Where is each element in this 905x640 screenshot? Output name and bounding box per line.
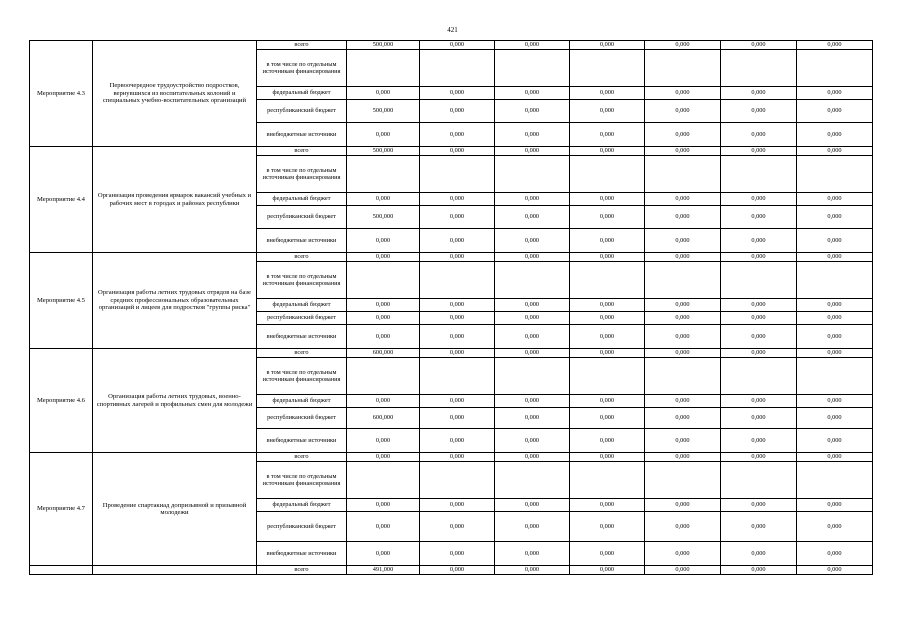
amount-cell: 0,000 — [347, 542, 420, 566]
amount-cell — [420, 358, 495, 395]
funding-source: республиканский бюджет — [257, 408, 347, 429]
amount-cell — [420, 462, 495, 499]
amount-cell: 0,000 — [570, 147, 645, 156]
amount-cell: 0,000 — [420, 512, 495, 542]
table-row — [30, 453, 873, 462]
measure-code: Мероприятие 4.4 — [30, 147, 93, 253]
funding-source: внебюджетные источники — [257, 123, 347, 147]
amount-cell: 0,000 — [570, 542, 645, 566]
measure-title: Организация работы летних трудовых отрядов на базе средних профессиональных образовательных организаций и лицеев для подростков "группы риска" — [93, 253, 257, 349]
amount-cell: 0,000 — [797, 41, 873, 50]
amount-cell: 0,000 — [797, 566, 873, 575]
amount-cell: 0,000 — [645, 206, 721, 229]
amount-cell: 0,000 — [645, 312, 721, 325]
amount-cell — [645, 50, 721, 87]
amount-cell: 0,000 — [347, 512, 420, 542]
amount-cell: 0,000 — [645, 41, 721, 50]
amount-cell: 0,000 — [495, 206, 570, 229]
amount-cell: 0,000 — [645, 147, 721, 156]
amount-cell — [797, 358, 873, 395]
amount-cell: 0,000 — [347, 429, 420, 453]
amount-cell: 600,000 — [347, 349, 420, 358]
funding-source: республиканский бюджет — [257, 206, 347, 229]
amount-cell: 0,000 — [797, 542, 873, 566]
amount-cell — [645, 262, 721, 299]
amount-cell: 0,000 — [420, 253, 495, 262]
funding-source: всего — [257, 253, 347, 262]
amount-cell: 0,000 — [420, 229, 495, 253]
amount-cell — [347, 156, 420, 193]
amount-cell: 0,000 — [570, 193, 645, 206]
table-row — [30, 147, 873, 156]
amount-cell: 0,000 — [570, 408, 645, 429]
amount-cell: 0,000 — [495, 429, 570, 453]
amount-cell: 0,000 — [645, 100, 721, 123]
amount-cell: 0,000 — [721, 193, 797, 206]
amount-cell — [721, 262, 797, 299]
measure-code — [30, 566, 93, 575]
funding-source: внебюджетные источники — [257, 325, 347, 349]
amount-cell — [797, 462, 873, 499]
amount-cell: 0,000 — [420, 349, 495, 358]
measure-title: Проведение спартакиад допризывной и призывной молодежи — [93, 453, 257, 566]
amount-cell: 0,000 — [797, 87, 873, 100]
amount-cell: 0,000 — [721, 542, 797, 566]
amount-cell: 0,000 — [721, 206, 797, 229]
amount-cell — [645, 156, 721, 193]
funding-source: республиканский бюджет — [257, 100, 347, 123]
amount-cell: 0,000 — [495, 349, 570, 358]
table-row — [30, 566, 873, 575]
amount-cell: 0,000 — [570, 566, 645, 575]
measure-code: Мероприятие 4.6 — [30, 349, 93, 453]
budget-table-body — [30, 41, 873, 575]
amount-cell — [797, 50, 873, 87]
amount-cell — [645, 462, 721, 499]
amount-cell: 0,000 — [347, 312, 420, 325]
amount-cell: 0,000 — [347, 87, 420, 100]
amount-cell: 0,000 — [347, 395, 420, 408]
amount-cell: 0,000 — [797, 349, 873, 358]
amount-cell — [495, 156, 570, 193]
amount-cell: 0,000 — [645, 87, 721, 100]
amount-cell: 0,000 — [495, 395, 570, 408]
amount-cell: 0,000 — [645, 542, 721, 566]
amount-cell — [797, 262, 873, 299]
amount-cell: 0,000 — [495, 41, 570, 50]
amount-cell: 0,000 — [721, 229, 797, 253]
amount-cell: 600,000 — [347, 408, 420, 429]
amount-cell: 491,000 — [347, 566, 420, 575]
funding-source: всего — [257, 349, 347, 358]
funding-source: всего — [257, 566, 347, 575]
amount-cell — [797, 156, 873, 193]
funding-source: всего — [257, 147, 347, 156]
amount-cell: 0,000 — [721, 100, 797, 123]
amount-cell — [495, 462, 570, 499]
amount-cell: 0,000 — [495, 253, 570, 262]
amount-cell: 0,000 — [420, 299, 495, 312]
amount-cell — [347, 462, 420, 499]
table-row — [30, 253, 873, 262]
amount-cell — [347, 262, 420, 299]
amount-cell — [721, 462, 797, 499]
table-row — [30, 41, 873, 50]
amount-cell — [495, 262, 570, 299]
funding-source: внебюджетные источники — [257, 542, 347, 566]
amount-cell: 0,000 — [495, 453, 570, 462]
amount-cell — [570, 462, 645, 499]
measure-title: Организация работы летних трудовых, военно-спортивных лагерей и профильных смен для молодежи — [93, 349, 257, 453]
funding-source: федеральный бюджет — [257, 499, 347, 512]
funding-source: в том числе по отдельным источникам финансирования — [257, 462, 347, 499]
amount-cell — [420, 156, 495, 193]
amount-cell: 0,000 — [420, 542, 495, 566]
amount-cell: 0,000 — [495, 512, 570, 542]
amount-cell: 0,000 — [721, 349, 797, 358]
amount-cell: 0,000 — [645, 253, 721, 262]
funding-source: всего — [257, 41, 347, 50]
amount-cell: 0,000 — [645, 193, 721, 206]
amount-cell: 0,000 — [347, 299, 420, 312]
amount-cell: 0,000 — [347, 123, 420, 147]
amount-cell: 0,000 — [420, 41, 495, 50]
measure-title — [93, 566, 257, 575]
amount-cell: 0,000 — [721, 123, 797, 147]
funding-source: федеральный бюджет — [257, 395, 347, 408]
amount-cell — [721, 50, 797, 87]
amount-cell: 0,000 — [420, 408, 495, 429]
amount-cell: 0,000 — [797, 499, 873, 512]
amount-cell: 0,000 — [495, 147, 570, 156]
amount-cell: 0,000 — [721, 395, 797, 408]
amount-cell: 0,000 — [721, 499, 797, 512]
amount-cell: 0,000 — [570, 499, 645, 512]
amount-cell: 0,000 — [797, 253, 873, 262]
amount-cell: 0,000 — [495, 499, 570, 512]
measure-title: Организация проведения ярмарок вакансий учебных и рабочих мест в городах и районах республики — [93, 147, 257, 253]
amount-cell: 0,000 — [570, 325, 645, 349]
measure-code: Мероприятие 4.3 — [30, 41, 93, 147]
amount-cell: 0,000 — [570, 229, 645, 253]
amount-cell: 0,000 — [420, 453, 495, 462]
amount-cell: 0,000 — [420, 395, 495, 408]
amount-cell: 0,000 — [420, 147, 495, 156]
amount-cell: 0,000 — [570, 429, 645, 453]
amount-cell: 0,000 — [495, 299, 570, 312]
amount-cell: 0,000 — [721, 253, 797, 262]
amount-cell: 0,000 — [645, 299, 721, 312]
funding-source: федеральный бюджет — [257, 193, 347, 206]
amount-cell: 0,000 — [645, 325, 721, 349]
funding-source: республиканский бюджет — [257, 512, 347, 542]
amount-cell: 0,000 — [645, 566, 721, 575]
amount-cell: 0,000 — [495, 229, 570, 253]
measure-title: Первоочередное трудоустройство подростков, вернувшихся из воспитательных колоний и специальных учебно-воспитательных организаций — [93, 41, 257, 147]
amount-cell: 0,000 — [420, 100, 495, 123]
amount-cell: 0,000 — [420, 429, 495, 453]
measure-code: Мероприятие 4.5 — [30, 253, 93, 349]
amount-cell: 0,000 — [645, 408, 721, 429]
amount-cell: 0,000 — [420, 312, 495, 325]
amount-cell: 0,000 — [420, 325, 495, 349]
amount-cell — [645, 358, 721, 395]
amount-cell — [570, 358, 645, 395]
funding-source: в том числе по отдельным источникам финансирования — [257, 262, 347, 299]
amount-cell: 0,000 — [797, 395, 873, 408]
amount-cell: 0,000 — [797, 147, 873, 156]
amount-cell — [570, 156, 645, 193]
amount-cell: 0,000 — [797, 325, 873, 349]
amount-cell: 0,000 — [570, 395, 645, 408]
amount-cell: 0,000 — [645, 512, 721, 542]
amount-cell: 0,000 — [347, 193, 420, 206]
funding-source: внебюджетные источники — [257, 429, 347, 453]
amount-cell: 0,000 — [721, 87, 797, 100]
amount-cell: 0,000 — [495, 325, 570, 349]
amount-cell: 0,000 — [570, 206, 645, 229]
amount-cell: 0,000 — [570, 512, 645, 542]
amount-cell: 0,000 — [721, 453, 797, 462]
amount-cell — [570, 262, 645, 299]
amount-cell: 0,000 — [721, 299, 797, 312]
amount-cell: 0,000 — [645, 123, 721, 147]
amount-cell: 0,000 — [721, 408, 797, 429]
funding-source: в том числе по отдельным источникам финансирования — [257, 358, 347, 395]
amount-cell: 0,000 — [347, 325, 420, 349]
amount-cell: 0,000 — [721, 312, 797, 325]
amount-cell: 0,000 — [797, 312, 873, 325]
amount-cell: 500,000 — [347, 41, 420, 50]
amount-cell: 0,000 — [495, 193, 570, 206]
amount-cell: 0,000 — [721, 41, 797, 50]
amount-cell: 0,000 — [721, 147, 797, 156]
funding-source: в том числе по отдельным источникам финансирования — [257, 50, 347, 87]
amount-cell: 0,000 — [347, 253, 420, 262]
amount-cell — [570, 50, 645, 87]
amount-cell: 0,000 — [570, 349, 645, 358]
amount-cell: 0,000 — [797, 193, 873, 206]
amount-cell: 0,000 — [721, 566, 797, 575]
amount-cell: 0,000 — [797, 512, 873, 542]
amount-cell: 0,000 — [570, 87, 645, 100]
amount-cell: 0,000 — [645, 395, 721, 408]
budget-table — [29, 40, 873, 575]
amount-cell: 0,000 — [645, 499, 721, 512]
funding-source: в том числе по отдельным источникам финансирования — [257, 156, 347, 193]
amount-cell: 0,000 — [495, 312, 570, 325]
amount-cell: 0,000 — [570, 299, 645, 312]
amount-cell: 0,000 — [797, 206, 873, 229]
amount-cell — [721, 358, 797, 395]
amount-cell: 0,000 — [797, 408, 873, 429]
amount-cell: 0,000 — [797, 453, 873, 462]
amount-cell: 0,000 — [420, 193, 495, 206]
amount-cell: 500,000 — [347, 206, 420, 229]
amount-cell: 0,000 — [347, 229, 420, 253]
amount-cell: 0,000 — [797, 123, 873, 147]
amount-cell: 0,000 — [797, 429, 873, 453]
amount-cell: 0,000 — [347, 499, 420, 512]
amount-cell: 0,000 — [645, 453, 721, 462]
amount-cell: 0,000 — [645, 349, 721, 358]
amount-cell: 0,000 — [495, 100, 570, 123]
amount-cell: 0,000 — [570, 253, 645, 262]
amount-cell: 0,000 — [420, 87, 495, 100]
funding-source: федеральный бюджет — [257, 299, 347, 312]
amount-cell: 0,000 — [420, 499, 495, 512]
amount-cell: 0,000 — [420, 123, 495, 147]
amount-cell: 0,000 — [797, 100, 873, 123]
amount-cell: 0,000 — [645, 429, 721, 453]
amount-cell: 0,000 — [721, 512, 797, 542]
amount-cell: 0,000 — [420, 206, 495, 229]
amount-cell: 500,000 — [347, 147, 420, 156]
amount-cell: 0,000 — [721, 325, 797, 349]
amount-cell: 0,000 — [570, 312, 645, 325]
amount-cell: 0,000 — [570, 41, 645, 50]
amount-cell: 0,000 — [797, 299, 873, 312]
amount-cell — [721, 156, 797, 193]
funding-source: внебюджетные источники — [257, 229, 347, 253]
funding-source: всего — [257, 453, 347, 462]
amount-cell — [420, 262, 495, 299]
amount-cell: 0,000 — [645, 229, 721, 253]
amount-cell: 0,000 — [495, 123, 570, 147]
amount-cell: 0,000 — [570, 453, 645, 462]
measure-code: Мероприятие 4.7 — [30, 453, 93, 566]
amount-cell: 0,000 — [495, 87, 570, 100]
funding-source: федеральный бюджет — [257, 87, 347, 100]
amount-cell: 0,000 — [797, 229, 873, 253]
amount-cell: 500,000 — [347, 100, 420, 123]
amount-cell — [347, 50, 420, 87]
table-row — [30, 349, 873, 358]
amount-cell: 0,000 — [721, 429, 797, 453]
amount-cell — [420, 50, 495, 87]
amount-cell — [495, 50, 570, 87]
amount-cell — [347, 358, 420, 395]
amount-cell — [495, 358, 570, 395]
amount-cell: 0,000 — [420, 566, 495, 575]
amount-cell: 0,000 — [570, 123, 645, 147]
amount-cell: 0,000 — [570, 100, 645, 123]
amount-cell: 0,000 — [495, 408, 570, 429]
amount-cell: 0,000 — [347, 453, 420, 462]
funding-source: республиканский бюджет — [257, 312, 347, 325]
page-number: 421 — [447, 26, 458, 34]
amount-cell: 0,000 — [495, 542, 570, 566]
amount-cell: 0,000 — [495, 566, 570, 575]
